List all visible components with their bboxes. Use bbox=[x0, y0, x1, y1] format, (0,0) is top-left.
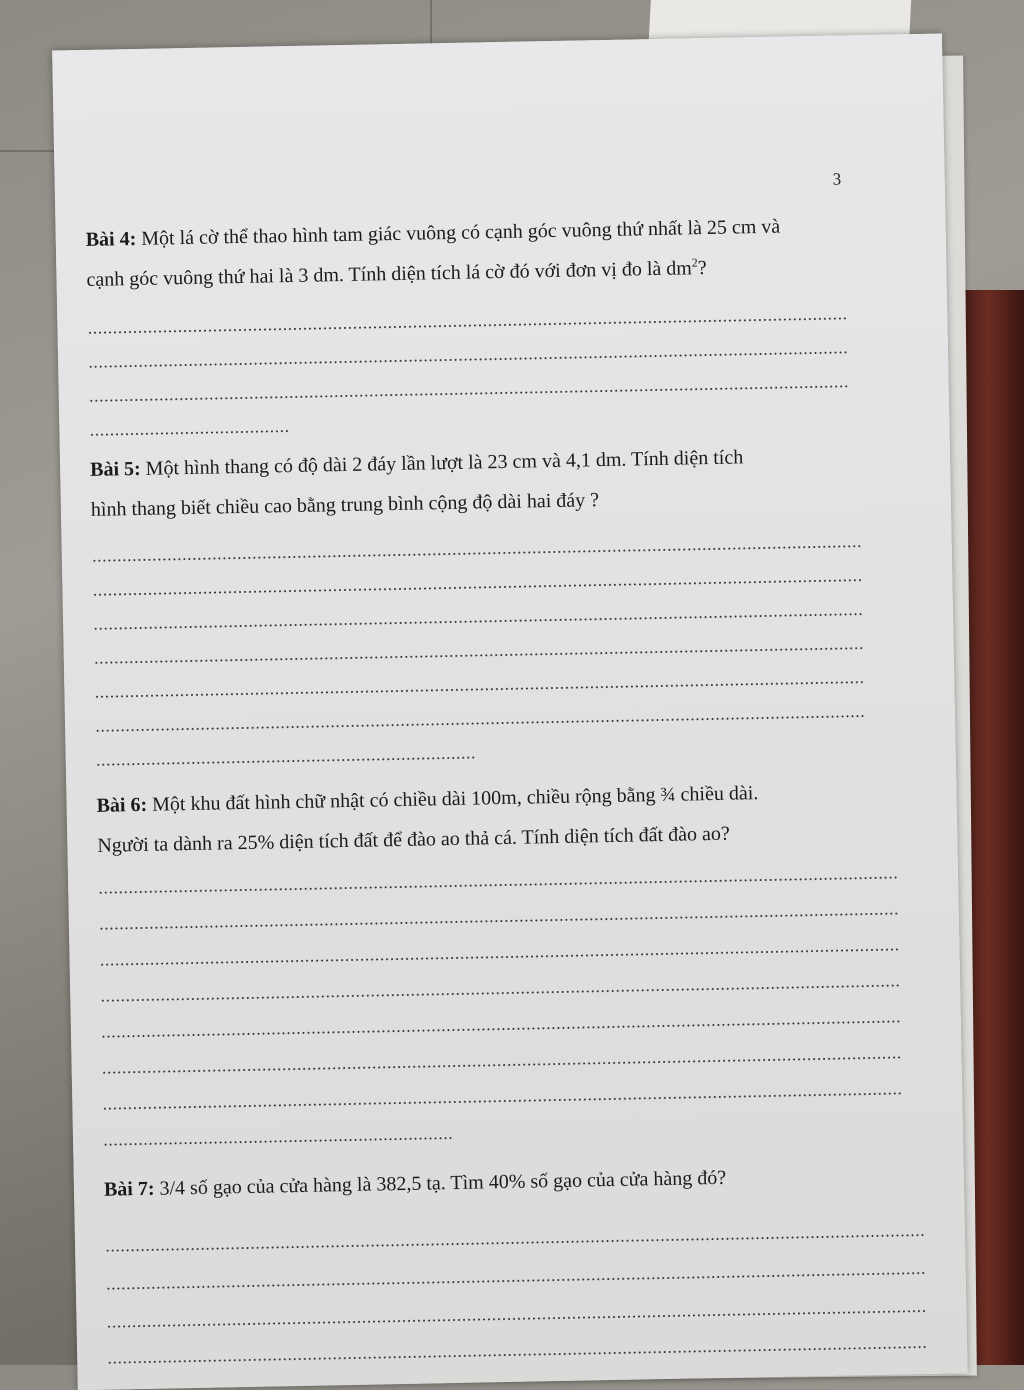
problem-4-label: Bài 4: bbox=[85, 227, 137, 251]
answer-line[interactable] bbox=[102, 1092, 902, 1109]
answer-line[interactable] bbox=[100, 984, 900, 1001]
problem-7-label: Bài 7: bbox=[103, 1177, 155, 1201]
answer-line[interactable] bbox=[107, 1346, 927, 1364]
problem-7 bbox=[104, 1155, 885, 1210]
problem-5-label: Bài 5: bbox=[89, 457, 141, 481]
answer-line[interactable] bbox=[98, 876, 898, 893]
problem-4-text: Một lá cờ thể thao hình tam giác vuông có cạnh góc vuông thứ nhất là 25 cm và bbox=[136, 215, 781, 250]
problem-4 bbox=[85, 205, 866, 300]
problem-6 bbox=[96, 770, 897, 865]
worksheet-page bbox=[52, 33, 968, 1390]
problem-6-line-2: Người ta dành ra 25% diện tích đất để đào ao thả cá. Tính diện tích đất đào ao? bbox=[97, 822, 730, 857]
answer-line[interactable] bbox=[96, 757, 476, 766]
page-number: 3 bbox=[832, 169, 842, 189]
answer-line[interactable] bbox=[93, 613, 863, 630]
answer-line[interactable] bbox=[99, 912, 899, 929]
answer-line[interactable] bbox=[89, 430, 289, 436]
problem-5-text: Một hình thang có độ dài 2 đáy lần lượt là 23 cm và 4,1 dm. Tính diện tích bbox=[140, 446, 744, 480]
answer-line[interactable] bbox=[94, 681, 864, 698]
problem-5-line-2: hình thang biết chiều cao bằng trung bình cộng độ dài hai đáy ? bbox=[90, 489, 600, 521]
superscript-exponent: 2 bbox=[691, 255, 698, 270]
answer-line[interactable] bbox=[93, 579, 863, 596]
answer-line[interactable] bbox=[106, 1272, 926, 1290]
problem-7-line-1 bbox=[104, 1155, 885, 1210]
answer-line[interactable] bbox=[94, 647, 864, 664]
answer-line[interactable] bbox=[92, 545, 862, 562]
problem-4-text-3: ? bbox=[697, 257, 707, 280]
problem-5 bbox=[90, 435, 871, 530]
floor-tile-line bbox=[430, 0, 432, 45]
answer-line[interactable] bbox=[88, 351, 848, 368]
answer-line[interactable] bbox=[101, 1020, 901, 1037]
problem-6-label: Bài 6: bbox=[96, 793, 148, 817]
answer-line[interactable] bbox=[102, 1056, 902, 1073]
answer-line[interactable] bbox=[103, 1137, 453, 1146]
answer-line[interactable] bbox=[95, 715, 865, 732]
problem-6-text: Một khu đất hình chữ nhật có chiều dài 100m, chiều rộng bằng ¾ chiều dài. bbox=[146, 782, 759, 816]
floor-tile-line bbox=[0, 150, 60, 152]
answer-line[interactable] bbox=[87, 317, 847, 334]
answer-line[interactable] bbox=[105, 1234, 925, 1252]
problem-7-text: 3/4 số gạo của cửa hàng là 382,5 tạ. Tìm 40% số gạo của cửa hàng đó? bbox=[154, 1166, 727, 1200]
problem-4-text-2: cạnh góc vuông thứ hai là 3 dm. Tính diện tích lá cờ đó với đơn vị đo là dm bbox=[86, 257, 693, 291]
answer-line[interactable] bbox=[89, 385, 849, 402]
answer-line[interactable] bbox=[107, 1310, 927, 1328]
answer-line[interactable] bbox=[100, 948, 900, 965]
